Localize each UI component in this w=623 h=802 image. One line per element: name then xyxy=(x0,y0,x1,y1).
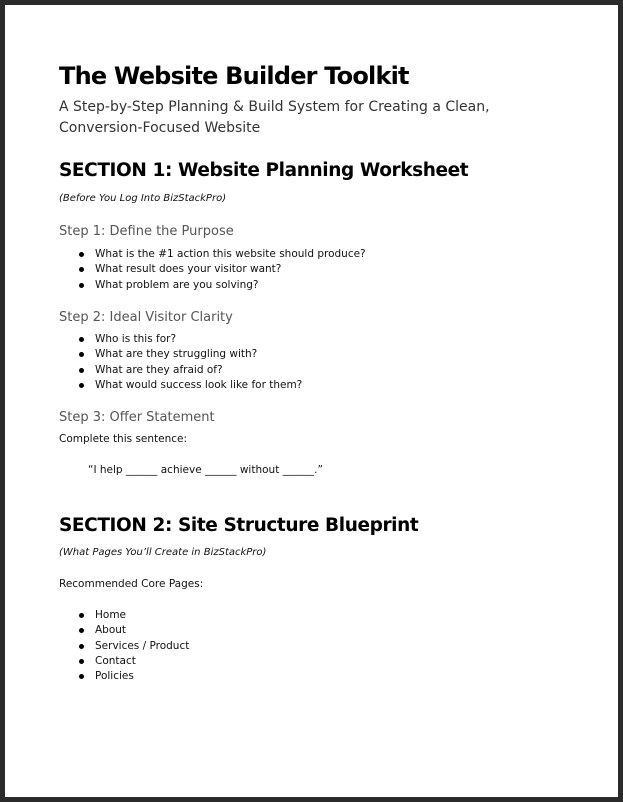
step-2-heading: Step 2: Ideal Visitor Clarity xyxy=(59,310,233,325)
section-1-note: (Before You Log Into BizStackPro) xyxy=(59,193,227,204)
list-item: What would success look like for them? xyxy=(59,378,302,393)
list-item: What result does your visitor want? xyxy=(59,262,366,277)
section-2-intro: Recommended Core Pages: xyxy=(59,578,204,590)
list-item: About xyxy=(59,623,189,638)
document-subtitle: A Step-by-Step Planning & Build System for Creating a Clean, Conversion-Focused Website xyxy=(59,99,490,136)
list-item: What are they struggling with? xyxy=(59,347,302,362)
list-item: What problem are you solving? xyxy=(59,278,366,293)
list-item: Home xyxy=(59,608,189,623)
list-item: What is the #1 action this website should produce? xyxy=(59,247,366,262)
step-1-heading: Step 1: Define the Purpose xyxy=(59,224,234,239)
step-2-list xyxy=(59,332,302,393)
list-item: What are they afraid of? xyxy=(59,363,302,378)
section-2-note: (What Pages You’ll Create in BizStackPro) xyxy=(59,547,267,558)
step-1-list xyxy=(59,247,366,293)
step-3-instruction: Complete this sentence: xyxy=(59,433,188,445)
section-1-heading: SECTION 1: Website Planning Worksheet xyxy=(59,160,469,181)
section-2-heading: SECTION 2: Site Structure Blueprint xyxy=(59,515,419,536)
document-title: The Website Builder Toolkit xyxy=(59,62,409,90)
list-item: Services / Product xyxy=(59,639,189,654)
list-item: Policies xyxy=(59,669,189,684)
core-pages-list xyxy=(59,608,189,684)
list-item: Who is this for? xyxy=(59,332,302,347)
step-3-heading: Step 3: Offer Statement xyxy=(59,410,215,425)
offer-sentence: “I help ______ achieve ______ without ______.” xyxy=(88,464,323,476)
list-item: Contact xyxy=(59,654,189,669)
document-page xyxy=(5,5,618,797)
